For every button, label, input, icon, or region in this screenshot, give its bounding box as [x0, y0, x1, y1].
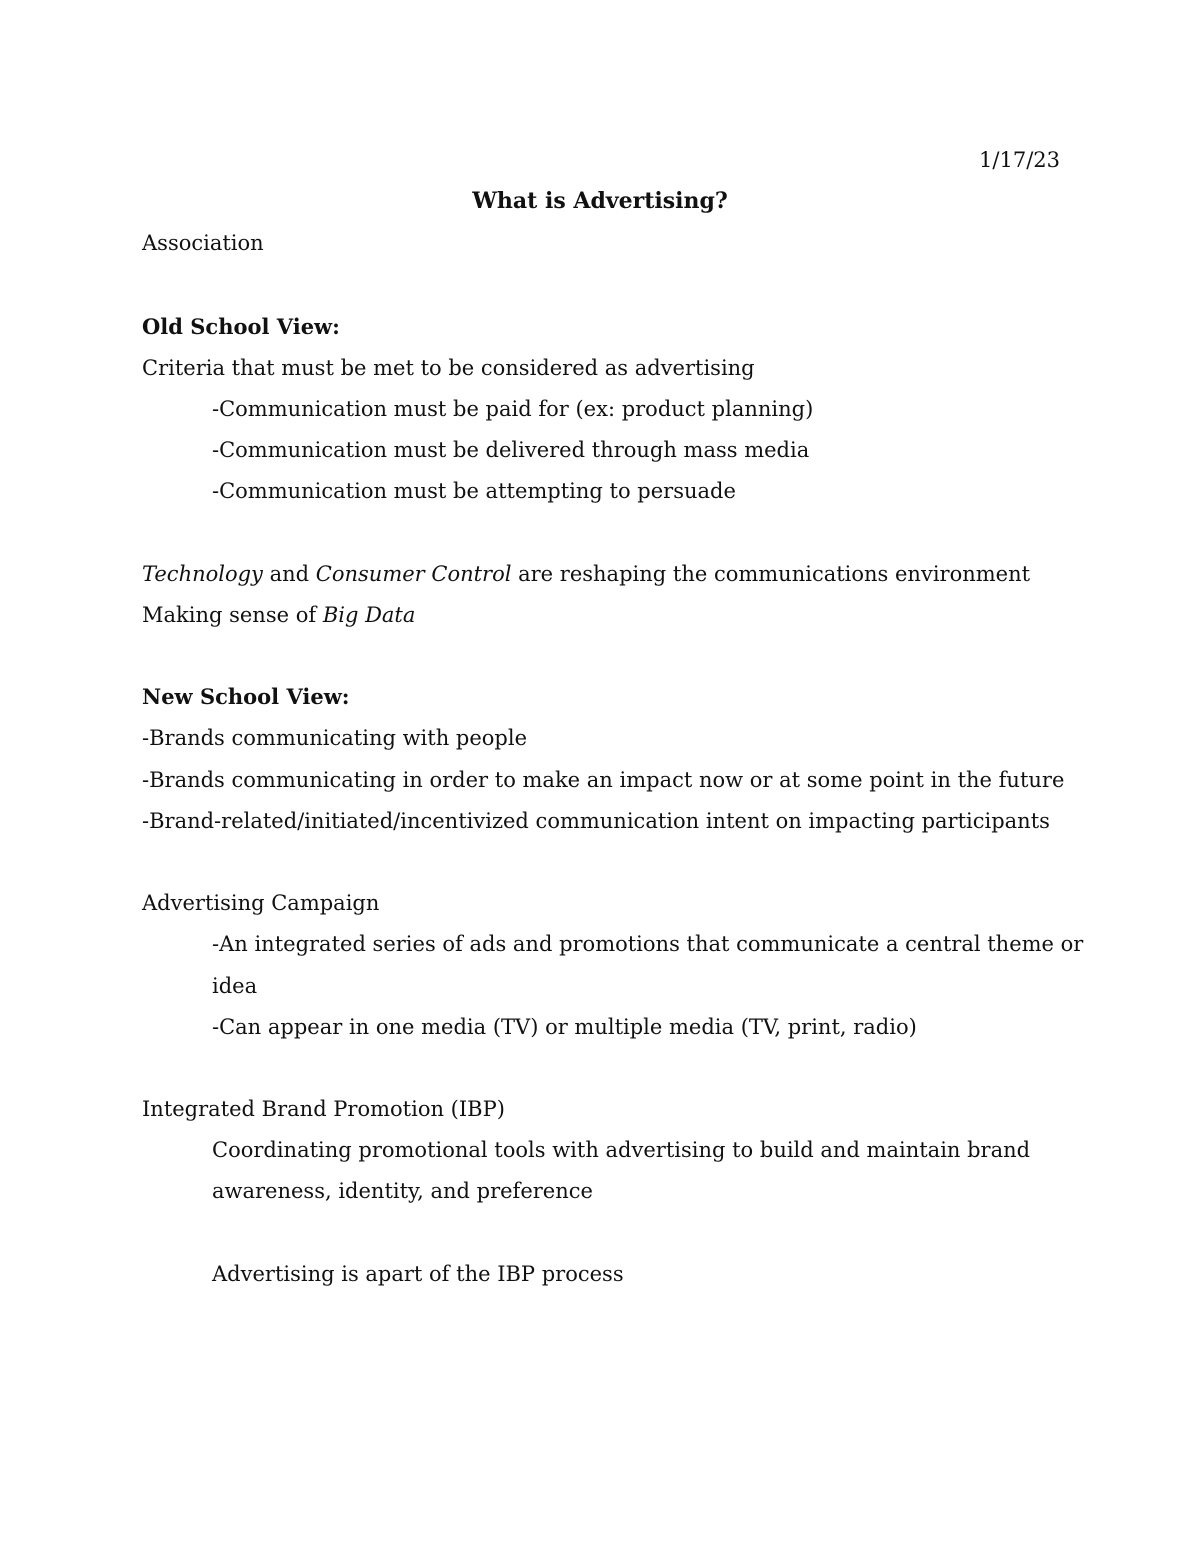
big-data-line [142, 601, 415, 629]
old-school-item: -Communication must be paid for (ex: product planning) [212, 397, 814, 421]
new-school-item: -Brands communicating with people [142, 726, 528, 750]
reshaping-and: and [262, 562, 316, 586]
campaign-item-continued: idea [212, 974, 258, 998]
campaign-heading: Advertising Campaign [142, 891, 380, 915]
campaign-item: -An integrated series of ads and promotions that communicate a central theme or [212, 932, 1084, 956]
new-school-heading: New School View: [142, 684, 350, 709]
reshaping-rest: are reshaping the communications environment [511, 562, 1031, 586]
new-school-item: -Brands communicating in order to make an impact now or at some point in the future [142, 768, 1065, 792]
ibp-note: Advertising is apart of the IBP process [212, 1262, 624, 1286]
consumer-control-term: Consumer Control [315, 562, 512, 586]
ibp-definition: Coordinating promotional tools with advertising to build and maintain brand [212, 1138, 1031, 1162]
date: 1/17/23 [979, 148, 1060, 172]
reshaping-line [142, 560, 1030, 588]
technology-term: Technology [142, 562, 263, 586]
campaign-item: -Can appear in one media (TV) or multiple media (TV, print, radio) [212, 1015, 917, 1039]
old-school-item: -Communication must be attempting to persuade [212, 479, 736, 503]
association-text: Association [142, 231, 264, 255]
old-school-item: -Communication must be delivered through mass media [212, 438, 810, 462]
ibp-definition-continued: awareness, identity, and preference [212, 1179, 593, 1203]
big-data-term: Big Data [322, 603, 416, 627]
making-sense-prefix: Making sense of [142, 603, 323, 627]
ibp-heading: Integrated Brand Promotion (IBP) [142, 1097, 505, 1121]
page-title: What is Advertising? [472, 188, 728, 214]
old-school-intro: Criteria that must be met to be considered as advertising [142, 356, 755, 380]
old-school-heading: Old School View: [142, 314, 340, 339]
new-school-item: -Brand-related/initiated/incentivized communication intent on impacting participants [142, 809, 1050, 833]
